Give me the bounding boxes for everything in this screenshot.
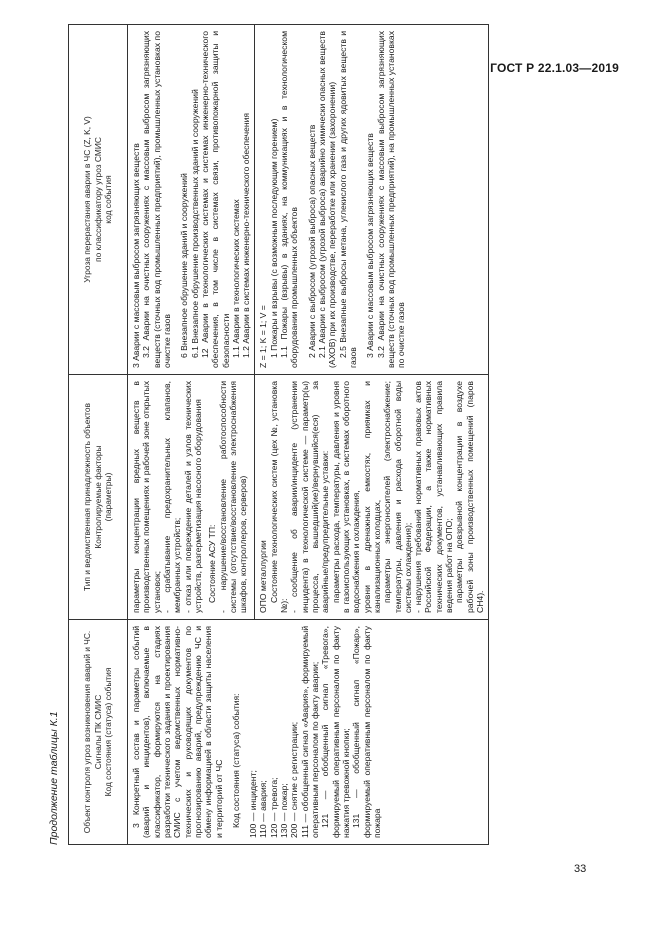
page-number: 33	[574, 863, 587, 875]
cell-factors-metallurgy: ОПО металлургии Состояние технологических систем (цех №, установка №): - сообщение об аварии/инциденте (устранении инцидента) в технологической системе — параметр(ы) процесса, вышедший(ие)/вернувшийся(еся) за аварийные/предупредительные уставки: параметры расхода, температуры, давления и уровня в газоиспользующих установках, в системах оборотного водоснабжения и охлаждения, уровни в дренажных емкостях, приямках и канализационных колодцах, параметры энергоносителей (электроснабжение; температуры, давления и расхода оборотной воды системы охлаждения); - нарушения требований нормативных правовых актов Российской Федерации, а также нормативных технических документов, устанавливающих правила ведения работ на ОПО; параметры довзрывной концентрации в воздухе рабочей зоны производственных помещений (паров CH4).	[255, 375, 489, 620]
threat-table	[68, 24, 489, 845]
header-col-2: Тип и ведомственная принадлежность объектов Контролируемые факторы (параметры)	[69, 375, 128, 620]
table-header-row	[69, 25, 128, 845]
standard-code: ГОСТ Р 22.1.03—2019	[490, 61, 619, 75]
rotated-table-region	[48, 25, 578, 845]
header-col-3: Угроза перерастания аварии в ЧС (Z, K, V) по классификатору угроз СМИС код события	[69, 25, 128, 375]
header-col-1: Объект контроля угроз возникновения аварий и ЧС. Сигналы ПК СМИС Код состояния (статуса) события	[69, 620, 128, 845]
cell-threats-top: 3 Аварии с массовым выбросом загрязняющих веществ 3.2 Аварии на очистных сооружениях с массовым выбросом загрязняющих веществ (сточных вод промышленных предприятий), промышленных установках по очистке газов 6 Внезапное обрушение зданий и сооружений 6.1 Внезапное обрушение производственных зданий и сооружений 12 Аварии в технологических системах и системах инженерно-технического обеспечения, в том числе в системах связи, противопожарной защиты и безопасности 1.1 Аварии в технологических системах 1.2 Аварии в системах инженерно-технического обеспечения	[128, 25, 255, 375]
cell-threats-metallurgy: Z = 1; K = 1; V = 1 Пожары и взрывы (с возможным последующим горением) 1.1 Пожары (взрывы) в зданиях, на коммуникациях и в технологическом оборудовании промышленных объектов 2 Аварии с выбросом (угрозой выброса) опасных веществ 2.1 Аварии с выбросом (угрозой выброса) аварийно химически опасных веществ (АХОВ) при их производстве, переработке или хранении (захоронении) 2.5 Внезапные выбросы метана, углекислого газа и других ядовитых веществ и газов 3 Аварии с массовым выбросом загрязняющих веществ 3.2 Аварии на очистных сооружениях с массовым выбросом загрязняющих веществ (сточных вод промышленных предприятий), на промышленных установках по очистке газов	[255, 25, 489, 375]
table-caption: Продолжение таблицы К.1	[48, 711, 60, 845]
table-row	[128, 25, 255, 845]
cell-event-codes: 3 Конкретный состав и параметры событий (аварий и инцидентов), включаемые в классификатор, формируются на стадиях разработки технического задания и проектирования СМИС с учетом ведомственных нормативно-технических и руководящих документов по прогнозированию аварий, предупреждению ЧС и обмену информацией в области защиты населения и территорий от ЧС Код состояния (статуса) события: 100 — инцидент; 110 — авария; 120 — тревога; 130 — пожар; 200 — снятие с регистрации; 111 — обобщенный сигнал «Авария», формируемый оперативным персоналом по факту аварии; 121 — обобщенный сигнал «Тревога», формируемый оперативным персоналом по факту нажатия тревожной кнопки; 131 — обобщенный сигнал «Пожар», формируемый оперативным персоналом по факту пожара	[128, 620, 489, 845]
cell-factors-top: параметры концентрации вредных веществ в производственных помещениях и рабочей зоне открытых установок; - срабатывание предохранительных клапанов, мембранных устройств; - отказ или повреждение деталей и узлов технических устройств, разгерметизация насосного оборудования Состояние АСУ ТП: - нарушение/восстановление работоспособности системы (отсутствие/восстановление электроснабжения шкафов, контроллеров, серверов)	[128, 375, 255, 620]
